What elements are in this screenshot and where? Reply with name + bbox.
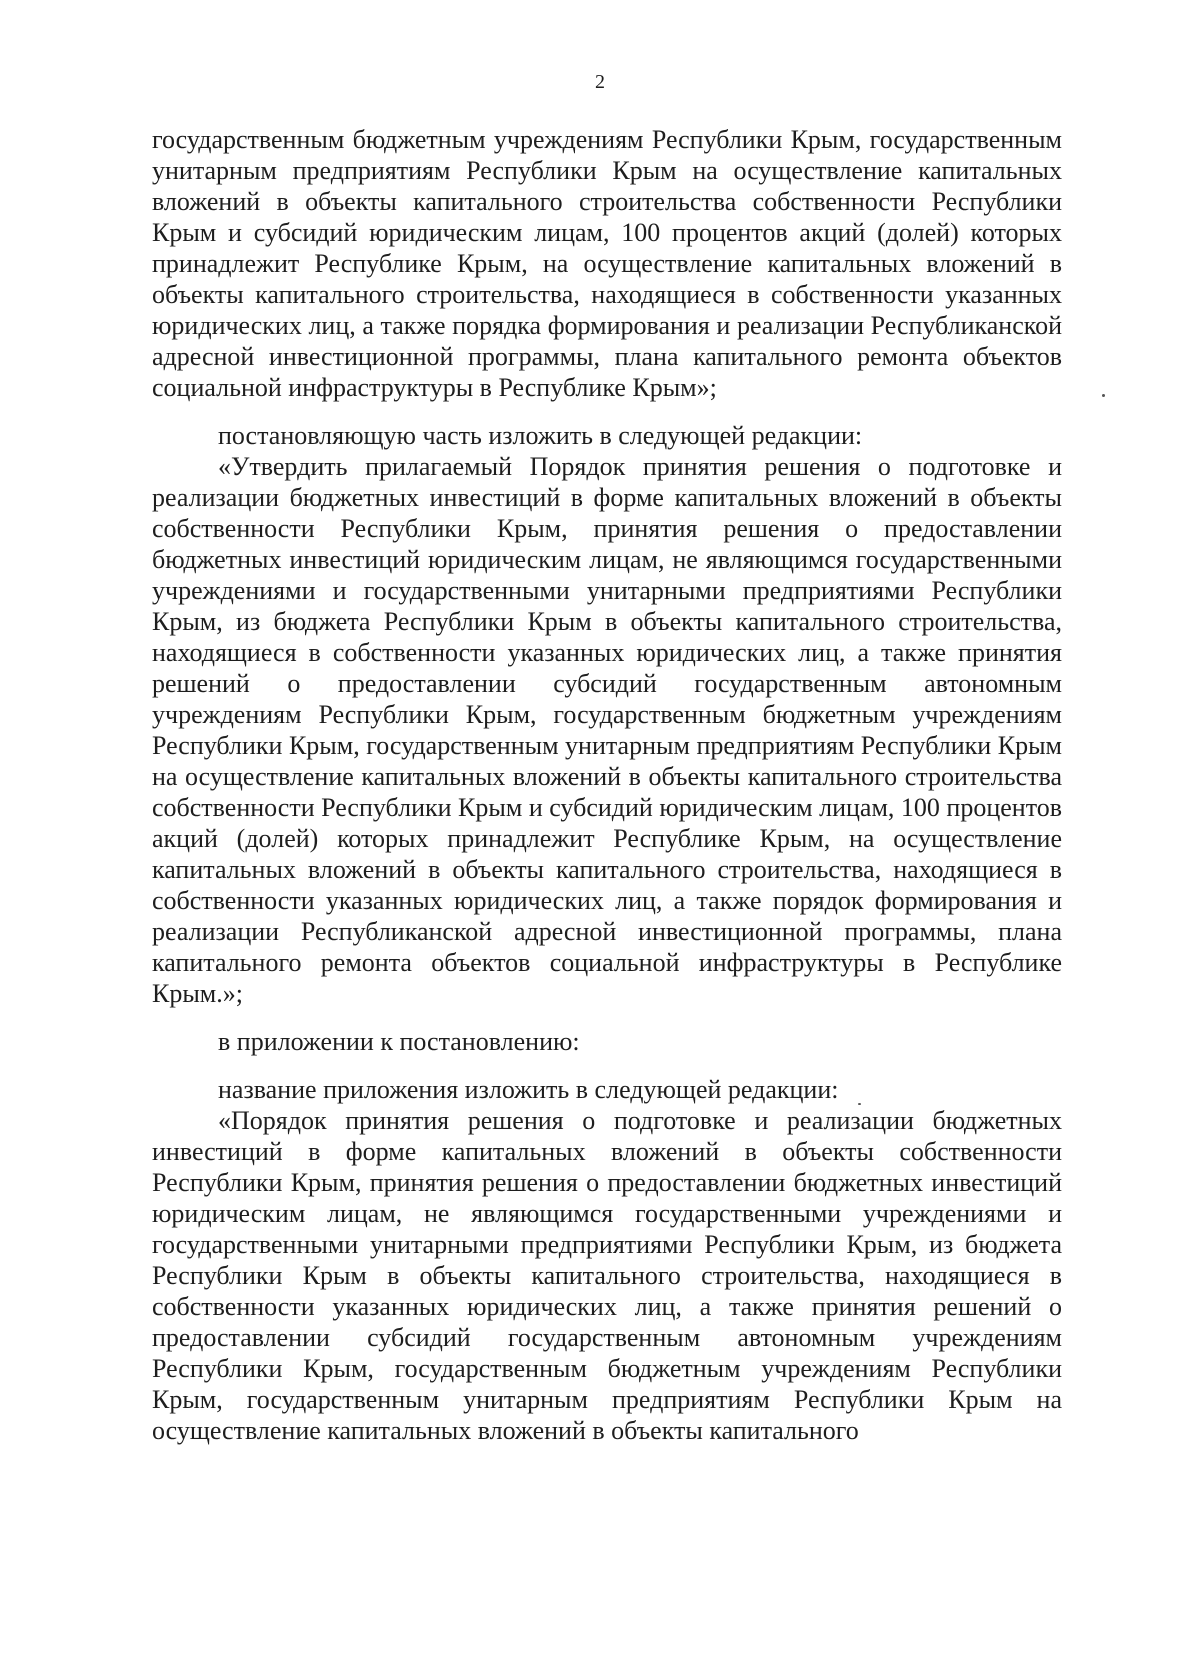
paragraph-appendix-title-heading: название приложения изложить в следующей редакции: — [218, 1075, 839, 1104]
scan-speck — [858, 1103, 861, 1105]
paragraph-appendix-title-text: «Порядок принятия решения о подготовке и реализации бюджетных инвестиций в форме капитальных вложений в объекты собственности Республики Крым, принятия решения о предоставлении бюджетных инвестиций юридическим лицам, не являющимся государственными учреждениями и государственными унитарными предприятиями Республики Крым, из бюджета Республики Крым в объекты капитального строительства, находящиеся в собственности указанных юридических лиц, а также принятия решений о предоставлении субсидий государственным автономным учреждениям Республики Крым, государственным бюджетным учреждениям Республики Крым, государственным унитарным предприятиям Республики Крым на осуществление капитальных вложений в объекты капитального — [152, 1106, 1062, 1445]
paragraph-operative-part-heading: постановляющую часть изложить в следующей редакции: — [218, 421, 863, 450]
scan-speck — [1102, 394, 1105, 397]
page-number: 2 — [595, 71, 605, 93]
paragraph-continuation: государственным бюджетным учреждениям Республики Крым, государственным унитарным предприятиям Республики Крым на осуществление капитальных вложений в объекты капитального строительства собственности Республики Крым и субсидий юридическим лицам, 100 процентов акций (долей) которых принадлежит Республике Крым, на осуществление капитальных вложений в объекты капитального строительства, находящиеся в собственности указанных юридических лиц, а также порядка формирования и реализации Республиканской адресной инвестиционной программы, плана капитального ремонта объектов социальной инфраструктуры в Республике Крым»; — [152, 125, 1062, 402]
document-body — [152, 124, 1062, 1446]
paragraph-operative-part-text: «Утвердить прилагаемый Порядок принятия решения о подготовке и реализации бюджетных инвестиций в форме капитальных вложений в объекты собственности Республики Крым, принятия решения о предоставлении бюджетных инвестиций юридическим лицам, не являющимся государственными учреждениями и государственными унитарными предприятиями Республики Крым, из бюджета Республики Крым в объекты капитального строительства, находящиеся в собственности указанных юридических лиц, а также принятия решений о предоставлении субсидий государственным автономным учреждениям Республики Крым, государственным бюджетным учреждениям Республики Крым, государственным унитарным предприятиям Республики Крым на осуществление капитальных вложений в объекты капитального строительства собственности Республики Крым и субсидий юридическим лицам, 100 процентов акций (долей) которых принадлежит Республике Крым, на осуществление капитальных вложений в объекты капитального строительства, находящиеся в собственности указанных юридических лиц, а также порядок формирования и реализации Республиканской адресной инвестиционной программы, плана капитального ремонта объектов социальной инфраструктуры в Республике Крым.»; — [152, 452, 1062, 1008]
paragraph-appendix-heading: в приложении к постановлению: — [218, 1027, 580, 1056]
